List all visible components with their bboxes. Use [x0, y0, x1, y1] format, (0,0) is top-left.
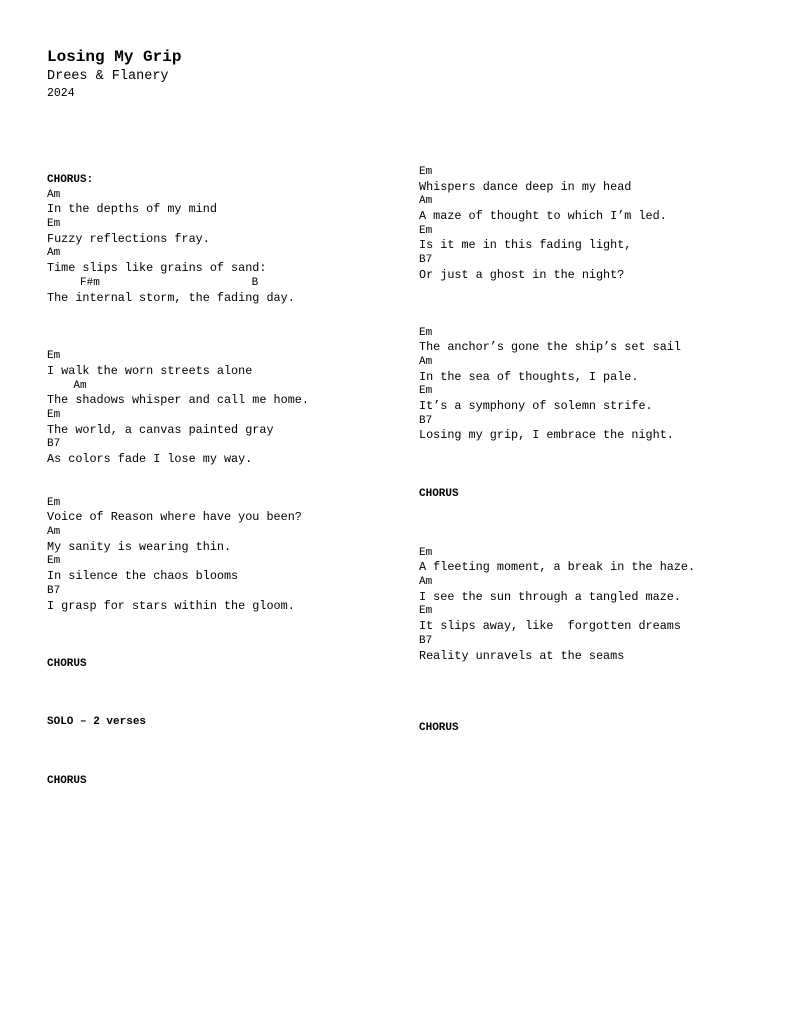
verse-2 [47, 496, 407, 614]
lyric-line: Fuzzy reflections fray. [47, 231, 210, 246]
left-column [47, 173, 407, 788]
chord-line: Am [419, 355, 433, 368]
lyric-line: In the depths of my mind [47, 202, 217, 217]
right-column [419, 165, 779, 736]
song-year: 2024 [47, 87, 75, 100]
lyric-line: Reality unravels at the seams [419, 648, 625, 663]
lyric-line: The shadows whisper and call me home. [47, 393, 309, 408]
lyric-line: A fleeting moment, a break in the haze. [419, 560, 696, 575]
chord-line: Am [47, 188, 61, 201]
lyric-line: As colors fade I lose my way. [47, 452, 253, 466]
chord-line: B7 [419, 414, 433, 427]
chord-line: B7 [47, 438, 61, 451]
chorus-heading: CHORUS: [47, 174, 94, 186]
song-title: Losing My Grip [47, 48, 182, 66]
lyric-line: I grasp for stars within the gloom. [47, 598, 295, 613]
solo-marker: SOLO – 2 verses [47, 715, 147, 728]
lyric-line: In silence the chaos blooms [47, 569, 239, 584]
lyric-line: Voice of Reason where have you been? [47, 510, 302, 525]
chorus-marker: CHORUS [419, 722, 459, 735]
lyric-line: It’s a symphony of solemn strife. [419, 398, 653, 413]
chorus-block [47, 173, 407, 305]
chord-line: Em [419, 546, 433, 559]
chord-line: Em [419, 224, 433, 237]
chorus-marker: CHORUS [47, 658, 87, 671]
chord-line: Em [47, 496, 61, 509]
verse-1 [47, 349, 407, 467]
chord-line: Em [419, 605, 433, 618]
lyric-line: In the sea of thoughts, I pale. [419, 369, 639, 384]
lyric-line: I walk the worn streets alone [47, 363, 253, 378]
lyric-line: Whispers dance deep in my head [419, 179, 632, 194]
lyric-line: Time slips like grains of sand: [47, 261, 267, 276]
lyric-line: Is it me in this fading light, [419, 238, 632, 253]
chord-line: B7 [419, 634, 433, 647]
chord-line: Am [47, 379, 87, 392]
chord-line: Em [47, 408, 61, 421]
chorus-marker: CHORUS [47, 774, 87, 787]
lyric-line: My sanity is wearing thin. [47, 539, 232, 554]
lyric-line: Losing my grip, I embrace the night. [419, 428, 674, 443]
lyric-line: The anchor’s gone the ship’s set sail [419, 340, 681, 355]
chord-line: Em [419, 326, 433, 339]
chord-line: Em [419, 166, 433, 178]
song-artist: Drees & Flanery [47, 69, 169, 84]
chord-line: B7 [419, 254, 433, 267]
verse-3 [419, 165, 779, 283]
chord-line: Am [47, 247, 61, 260]
chord-line: Am [47, 526, 61, 539]
lyric-line: The world, a canvas painted gray [47, 422, 274, 437]
lyric-line: I see the sun through a tangled maze. [419, 589, 681, 604]
lyric-line: A maze of thought to which I’m led. [419, 209, 667, 224]
verse-4 [419, 326, 779, 444]
verse-5 [419, 546, 779, 664]
chord-line: Am [419, 576, 433, 589]
chord-line: Em [47, 350, 61, 363]
chord-line: Em [419, 385, 433, 398]
chord-line: Am [419, 195, 433, 208]
lyric-line: The internal storm, the fading day. [47, 290, 295, 305]
chord-line: B7 [47, 584, 61, 597]
chord-line: Em [47, 218, 61, 231]
lyric-line: Or just a ghost in the night? [419, 267, 625, 282]
chord-line: Em [47, 555, 61, 568]
lyric-line: It slips away, like forgotten dreams [419, 619, 681, 634]
chord-line: F#m B [47, 276, 259, 289]
chorus-marker: CHORUS [419, 488, 459, 500]
